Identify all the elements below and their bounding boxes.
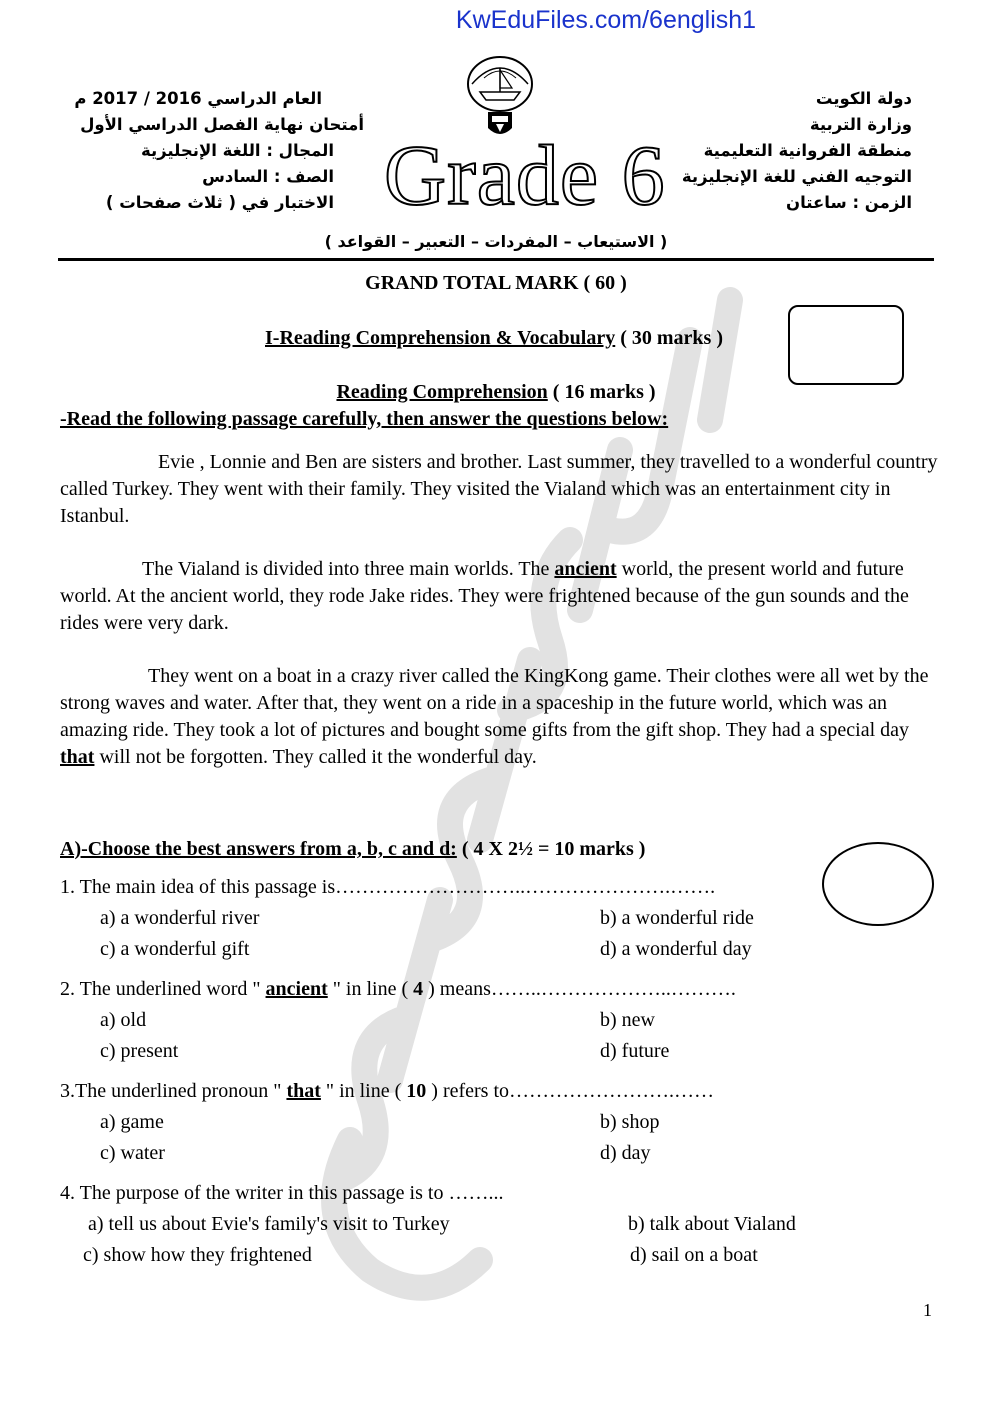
header-left-line: الاختبار في ( ثلاث صفحات ) (105, 193, 334, 212)
header-right-block (682, 86, 912, 216)
header-right-line: منطقة الفروانية التعليمية (703, 141, 912, 160)
underlined-word-ancient: ancient (554, 558, 617, 580)
header-left-line: العام الدراسي 2016 / 2017 م (74, 89, 322, 108)
header-divider (58, 258, 934, 261)
question-1: 1. The main idea of this passage is………………………..………………….……. (60, 876, 716, 898)
option-2d[interactable]: d) future (600, 1040, 670, 1062)
question-4: 4. The purpose of the writer in this passage is to ……... (60, 1182, 504, 1204)
header-left-block (70, 86, 364, 216)
question-2 (60, 978, 736, 1001)
option-4d[interactable]: d) sail on a boat (630, 1244, 758, 1266)
question-text: " in line ( (327, 978, 414, 1000)
header-right-line: دولة الكويت (815, 89, 912, 108)
section1-marks: ( 30 marks ) (620, 327, 723, 349)
option-1c[interactable]: c) a wonderful gift (100, 938, 250, 960)
section1-title: I-Reading Comprehension & Vocabulary (265, 327, 616, 349)
question-text: " in line ( (320, 1080, 407, 1102)
passage-text: They went on a boat in a crazy river called the KingKong game. Their clothes were all wet by the strong waves and water. After that, they went on a ride in a spaceship in the future world, which was an amazing ride. They took a lot of pictures and bought some gifts from the gift shop. They had a special day (60, 665, 929, 741)
header-right-line: الزمن : ساعتان (786, 193, 912, 212)
header-left-line: أمتحان نهاية الفصل الدراسي الأول (80, 115, 364, 134)
option-4b[interactable]: b) talk about Vialand (628, 1213, 796, 1235)
option-4c[interactable]: c) show how they frightened (83, 1244, 312, 1266)
subjects-line: ( الاستيعاب – المفردات – التعبير – القواعد ) (324, 232, 668, 251)
option-1d[interactable]: d) a wonderful day (600, 938, 752, 960)
reading-title: Reading Comprehension (336, 381, 548, 403)
website-url[interactable]: KwEduFiles.com/6english1 (455, 6, 757, 34)
option-4a[interactable]: a) tell us about Evie's family's visit to Turkey (88, 1213, 450, 1235)
header-left-line: المجال : اللغة الإنجليزية (140, 141, 334, 160)
option-3b[interactable]: b) shop (600, 1111, 660, 1133)
reading-marks: ( 16 marks ) (552, 381, 656, 403)
reading-heading (0, 381, 992, 404)
option-3a[interactable]: a) game (100, 1111, 164, 1133)
sectionA-marks: ( 4 X 2½ = 10 marks ) (461, 838, 646, 860)
underlined-word-that: that (60, 746, 95, 768)
passage-paragraph-2 (60, 556, 940, 637)
passage-text: will not be forgotten. They called it the wonderful day. (94, 746, 537, 768)
sectionA-title: A)-Choose the best answers from a, b, c and d: (60, 838, 457, 860)
option-2c[interactable]: c) present (100, 1040, 179, 1062)
question-word: that (286, 1080, 321, 1102)
grand-total-heading: GRAND TOTAL MARK ( 60 ) (365, 272, 627, 294)
question-text: ) means……..………………..………. (423, 978, 736, 1000)
passage-text: world, the present world and future world. At the ancient world, they rode Jake rides. They were frightened because of the gun sounds and the rides were very dark. (60, 558, 909, 634)
question-word: ancient (265, 978, 328, 1000)
passage-text: The Vialand is divided into three main worlds. The (142, 558, 555, 580)
option-1b[interactable]: b) a wonderful ride (600, 907, 754, 929)
question-text: ) refers to…………………….…… (426, 1080, 715, 1102)
option-2b[interactable]: b) new (600, 1009, 655, 1031)
passage-paragraph-1: Evie , Lonnie and Ben are sisters and brother. Last summer, they travelled to a wonderful country called Turkey. They went with their family. They visited the Vialand which was an entertainment city in Istanbul. (60, 451, 938, 527)
question-text: 2. The underlined word " (60, 978, 266, 1000)
option-1a[interactable]: a) a wonderful river (100, 907, 260, 929)
question-text: 3.The underlined pronoun " (60, 1080, 287, 1102)
header-right-line: وزارة التربية (809, 115, 912, 134)
reading-instruction: -Read the following passage carefully, then answer the questions below: (60, 408, 669, 430)
sectionA-heading (60, 838, 645, 861)
page-number: 1 (923, 1300, 932, 1320)
question-line-number: 4 (413, 978, 424, 1000)
question-line-number: 10 (406, 1080, 427, 1102)
watermark-calligraphy (230, 280, 790, 1320)
score-oval[interactable] (822, 842, 934, 926)
header-left-line: الصف : السادس (202, 167, 334, 186)
grade-title: Grade 6 (384, 127, 666, 223)
question-3 (60, 1080, 714, 1103)
header-right-line: التوجيه الفني للغة الإنجليزية (681, 167, 912, 186)
option-2a[interactable]: a) old (100, 1009, 147, 1031)
option-3d[interactable]: d) day (600, 1142, 651, 1164)
passage-paragraph-3 (60, 663, 940, 771)
option-3c[interactable]: c) water (100, 1142, 165, 1164)
score-box[interactable] (788, 305, 904, 385)
